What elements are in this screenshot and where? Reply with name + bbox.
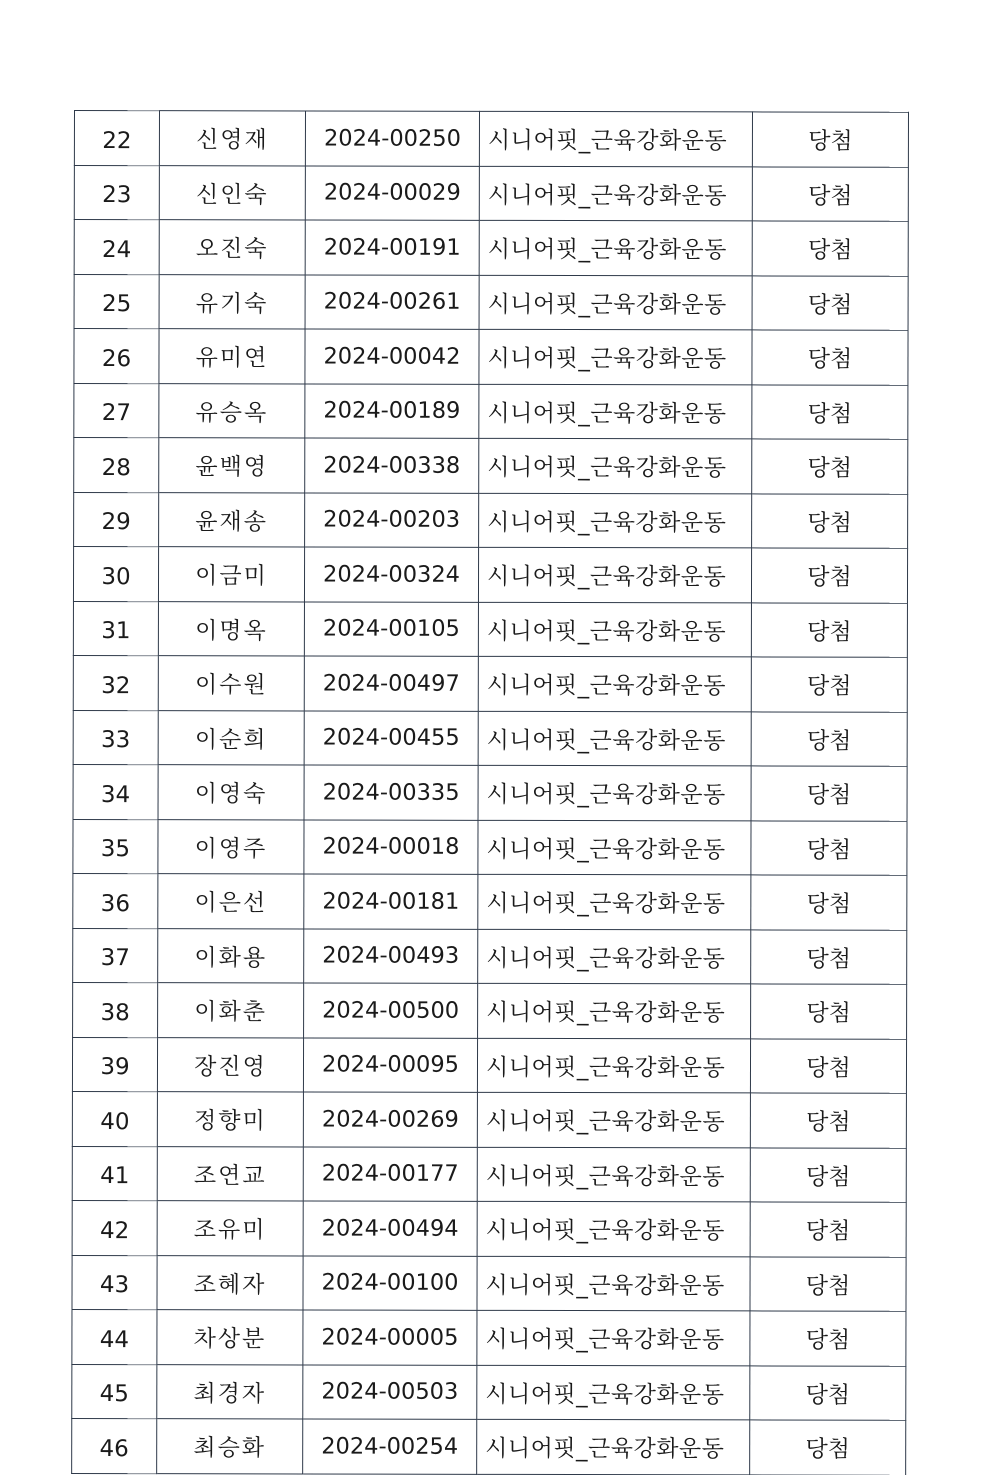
application-id: 2024-00500 [304,983,478,1038]
application-id: 2024-00181 [304,874,478,929]
program-name: 시니어핏_근육강화운동 [478,874,751,929]
row-number: 39 [72,1037,157,1092]
table-row [74,329,908,385]
row-number: 36 [73,873,158,928]
program-name: 시니어핏_근육강화운동 [478,929,751,984]
program-name: 시니어핏_근육강화운동 [478,656,751,711]
application-id: 2024-00203 [305,492,479,547]
table-row [74,274,908,330]
row-number: 41 [72,1146,157,1201]
winners-table-container [71,110,908,1475]
application-id: 2024-00269 [303,1092,477,1147]
table-row [73,819,907,875]
program-name: 시니어핏_근육강화운동 [477,1147,750,1202]
result-status: 당첨 [751,711,907,766]
table-row [73,547,907,603]
program-name: 시니어핏_근육강화운동 [478,711,751,766]
application-id: 2024-00503 [303,1364,477,1419]
program-name: 시니어핏_근육강화운동 [478,820,751,875]
applicant-name: 오진숙 [159,220,305,275]
result-status: 당첨 [751,766,907,821]
result-status: 당첨 [752,439,908,494]
row-number: 22 [74,111,159,166]
applicant-name: 윤재송 [159,492,305,547]
application-id: 2024-00018 [304,819,478,874]
row-number: 27 [74,383,159,438]
applicant-name: 유기숙 [159,274,305,329]
applicant-name: 신인숙 [159,165,305,220]
application-id: 2024-00494 [303,1201,477,1256]
program-name: 시니어핏_근육강화운동 [479,329,752,384]
result-status: 당첨 [751,602,907,657]
row-number: 45 [72,1364,157,1419]
row-number: 29 [74,492,159,547]
program-name: 시니어핏_근육강화운동 [477,1310,750,1365]
program-name: 시니어핏_근육강화운동 [478,983,751,1038]
program-name: 시니어핏_근육강화운동 [479,438,752,493]
result-status: 당첨 [751,929,907,984]
result-status: 당첨 [750,1311,906,1366]
result-status: 당첨 [752,112,908,167]
table-row [73,982,907,1038]
application-id: 2024-00497 [304,656,478,711]
program-name: 시니어핏_근육강화운동 [479,275,752,330]
application-id: 2024-00100 [303,1255,477,1310]
result-status: 당첨 [752,275,908,330]
applicant-name: 이화용 [158,928,304,983]
row-number: 24 [74,220,159,275]
applicant-name: 이은선 [158,874,304,929]
table-row [72,1418,906,1474]
table-row [73,928,907,984]
program-name: 시니어핏_근육강화운동 [479,493,752,548]
row-number: 26 [74,329,159,384]
result-status: 당첨 [750,1420,906,1475]
row-number: 23 [74,165,159,220]
result-status: 당첨 [750,1093,906,1148]
table-row [72,1091,906,1147]
row-number: 35 [73,819,158,874]
row-number: 33 [73,710,158,765]
program-name: 시니어핏_근육강화운동 [479,220,752,275]
applicant-name: 장진영 [157,1037,303,1092]
winners-table-body [72,111,909,1475]
application-id: 2024-00189 [305,383,479,438]
row-number: 30 [73,547,158,602]
row-number: 40 [72,1091,157,1146]
result-status: 당첨 [751,820,907,875]
result-status: 당첨 [750,1256,906,1311]
row-number: 44 [72,1309,157,1364]
application-id: 2024-00338 [305,438,479,493]
result-status: 당첨 [750,1202,906,1257]
table-row [72,1037,906,1093]
applicant-name: 윤백영 [159,438,305,493]
applicant-name: 차상분 [157,1310,303,1365]
result-status: 당첨 [752,384,908,439]
applicant-name: 유승옥 [159,383,305,438]
row-number: 37 [73,928,158,983]
result-status: 당첨 [751,875,907,930]
application-id: 2024-00254 [303,1419,477,1474]
application-id: 2024-00261 [305,274,479,329]
application-id: 2024-00029 [305,165,479,220]
table-row [72,1146,906,1202]
applicant-name: 이수원 [158,656,304,711]
program-name: 시니어핏_근육강화운동 [478,547,751,602]
row-number: 34 [73,764,158,819]
row-number: 42 [72,1200,157,1255]
applicant-name: 최경자 [157,1364,303,1419]
winners-table [71,110,909,1475]
applicant-name: 이영숙 [158,765,304,820]
table-row [72,1200,906,1256]
applicant-name: 최승화 [157,1419,303,1474]
application-id: 2024-00335 [304,765,478,820]
row-number: 43 [72,1255,157,1310]
application-id: 2024-00042 [305,329,479,384]
application-id: 2024-00324 [304,547,478,602]
table-row [74,383,908,439]
applicant-name: 조혜자 [157,1255,303,1310]
result-status: 당첨 [751,548,907,603]
application-id: 2024-00177 [303,1146,477,1201]
applicant-name: 유미연 [159,329,305,384]
program-name: 시니어핏_근육강화운동 [479,111,752,166]
row-number: 38 [73,982,158,1037]
applicant-name: 조연교 [157,1146,303,1201]
application-id: 2024-00105 [304,601,478,656]
table-row [72,1309,906,1365]
application-id: 2024-00455 [304,710,478,765]
application-id: 2024-00191 [305,220,479,275]
table-row [73,764,907,820]
application-id: 2024-00493 [304,928,478,983]
applicant-name: 이영주 [158,819,304,874]
table-row [74,492,908,548]
program-name: 시니어핏_근육강화운동 [479,166,752,221]
program-name: 시니어핏_근육강화운동 [477,1365,750,1420]
applicant-name: 이명옥 [158,601,304,656]
row-number: 32 [73,655,158,710]
application-id: 2024-00095 [303,1037,477,1092]
row-number: 46 [72,1418,157,1473]
applicant-name: 정향미 [157,1092,303,1147]
program-name: 시니어핏_근육강화운동 [478,602,751,657]
applicant-name: 이화춘 [158,983,304,1038]
program-name: 시니어핏_근육강화운동 [477,1256,750,1311]
applicant-name: 조유미 [157,1201,303,1256]
result-status: 당첨 [750,1365,906,1420]
result-status: 당첨 [752,166,908,221]
result-status: 당첨 [751,657,907,712]
row-number: 28 [74,438,159,493]
row-number: 31 [73,601,158,656]
table-row [74,165,908,221]
application-id: 2024-00250 [305,111,479,166]
applicant-name: 신영재 [159,111,305,166]
table-row [74,220,908,276]
program-name: 시니어핏_근육강화운동 [479,384,752,439]
program-name: 시니어핏_근육강화운동 [477,1038,750,1093]
table-row [73,873,907,929]
result-status: 당첨 [750,1038,906,1093]
result-status: 당첨 [752,330,908,385]
table-row [73,655,907,711]
applicant-name: 이금미 [158,547,304,602]
program-name: 시니어핏_근육강화운동 [477,1201,750,1256]
result-status: 당첨 [751,984,907,1039]
program-name: 시니어핏_근육강화운동 [477,1419,750,1474]
table-row [74,111,908,167]
program-name: 시니어핏_근육강화운동 [478,765,751,820]
table-row [73,601,907,657]
row-number: 25 [74,274,159,329]
application-id: 2024-00005 [303,1310,477,1365]
result-status: 당첨 [752,221,908,276]
table-row [72,1364,906,1420]
program-name: 시니어핏_근육강화운동 [477,1092,750,1147]
result-status: 당첨 [750,1147,906,1202]
table-row [72,1255,906,1311]
result-status: 당첨 [752,493,908,548]
table-row [73,710,907,766]
applicant-name: 이순희 [158,710,304,765]
table-row [74,438,908,494]
